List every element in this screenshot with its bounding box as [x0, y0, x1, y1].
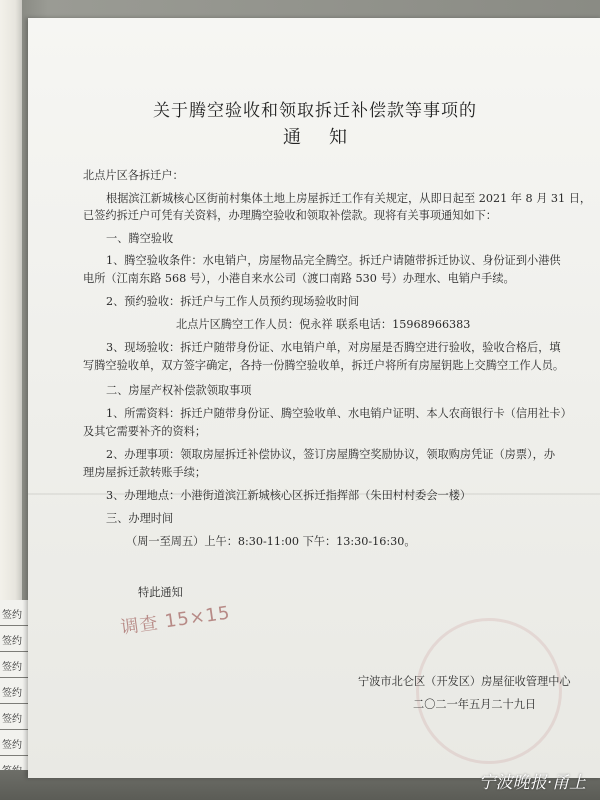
notice-paper: [28, 18, 600, 778]
s1-item1-line2: 电所（江南东路 568 号），小港自来水公司（渡口南路 530 号）办理水、电销户手续。: [83, 272, 515, 285]
form-row-label: 签约: [2, 688, 22, 699]
form-row-label: 签约: [2, 636, 22, 647]
s2-item1-line2: 及其它需要补齐的资料；: [83, 425, 207, 438]
section-2-heading: 二、房屋产权补偿款领取事项: [106, 384, 252, 397]
issue-date: 二〇二一年五月二十九日: [413, 698, 537, 711]
intro-line-1: 根据滨江新城核心区街前村集体土地上房屋拆迁工作有关规定，从即日起至 2021 年 8 月 31 日，: [106, 192, 592, 205]
notice-subtitle: 通知: [283, 127, 375, 148]
form-row-label: 签约: [2, 610, 22, 621]
section-3-heading: 三、办理时间: [106, 512, 174, 525]
handwritten-note: 调查 15×15: [119, 602, 232, 639]
form-row-label: 签约: [2, 662, 22, 673]
closing-text: 特此通知: [138, 586, 183, 599]
issuer-name: 宁波市北仑区（开发区）房屋征收管理中心: [358, 675, 571, 688]
notice-title: 关于腾空验收和领取拆迁补偿款等事项的: [153, 101, 477, 121]
s1-item3-line2: 写腾空验收单，双方签字确定，各持一份腾空验收单，拆迁户将所有房屋钥匙上交腾空工作人员。: [83, 359, 565, 372]
s1-item2: 2、预约验收：拆迁户与工作人员预约现场验收时间: [106, 295, 360, 308]
section-1-heading: 一、腾空验收: [106, 232, 174, 245]
intro-line-2: 已签约拆迁户可凭有关资料，办理腾空验收和领取补偿款。现将有关事项通知如下：: [83, 209, 497, 222]
s2-item2-line2: 理房屋拆迁款转账手续；: [83, 466, 207, 479]
form-row-label: 签约: [2, 714, 22, 725]
s1-item3-line1: 3、现场验收：拆迁户随带身份证、水电销户单，对房屋是否腾空进行验收，验收合格后，填: [106, 341, 561, 354]
greeting: 北点片区各拆迁户：: [83, 169, 184, 182]
s1-item1-line1: 1、腾空验收条件：水电销户，房屋物品完全腾空。拆迁户请随带拆迁协议、身份证到小港供: [106, 254, 561, 267]
s3-hours: （周一至周五）上午：8:30-11:00 下午：13:30-16:30。: [126, 535, 416, 548]
form-row-label: 签约: [2, 740, 22, 751]
news-watermark: 宁波晚报·甬上: [478, 773, 586, 793]
s2-item2-line1: 2、办理事项：领取房屋拆迁补偿协议，签订房屋腾空奖励协议，领取购房凭证（房票），办: [106, 448, 556, 461]
s2-item3: 3、办理地点：小港街道滨江新城核心区拆迁指挥部（朱田村村委会一楼）: [106, 489, 472, 502]
official-seal: [416, 618, 562, 764]
s1-contact: 北点片区腾空工作人员：倪永祥 联系电话：15968966383: [176, 318, 471, 331]
s2-item1-line1: 1、所需资料：拆迁户随带身份证、腾空验收单、水电销户证明、本人农商银行卡（信用社卡）: [106, 407, 572, 420]
